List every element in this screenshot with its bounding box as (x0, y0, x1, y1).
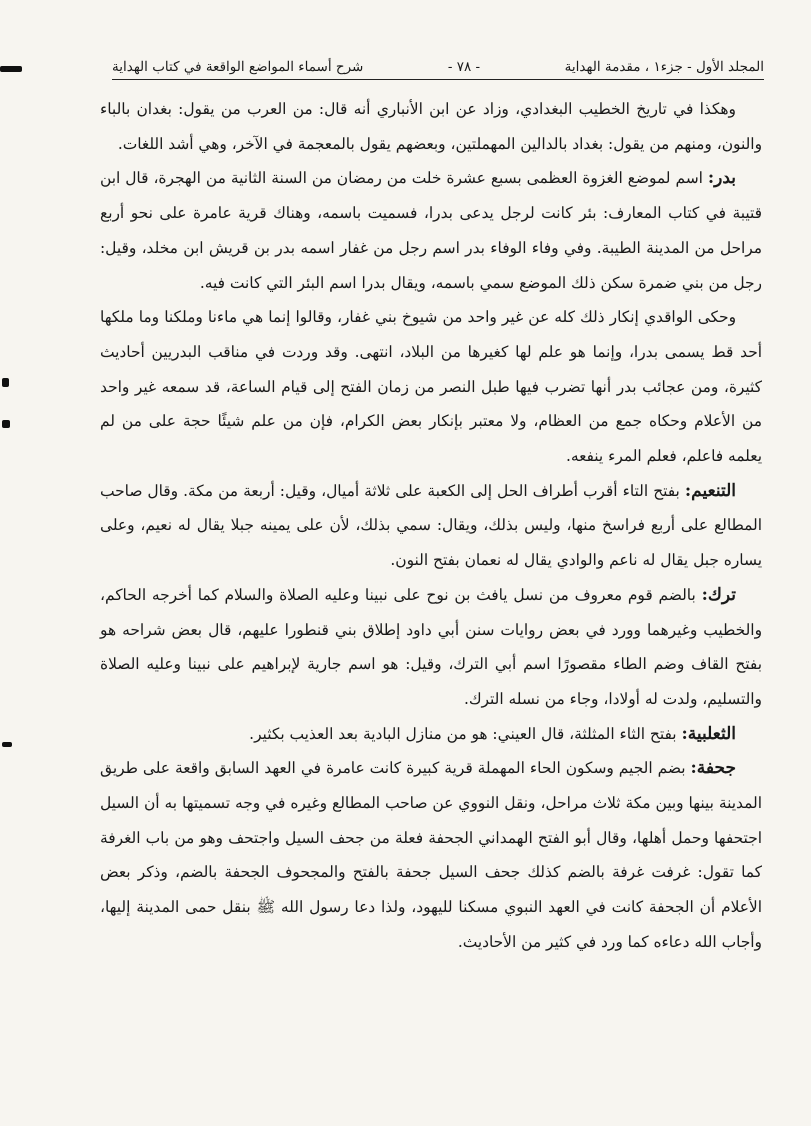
entry-turk (100, 578, 762, 717)
header-book-title: شرح أسماء المواضع الواقعة في كتاب الهداية (112, 58, 364, 75)
page-body (100, 92, 762, 960)
entry-keyword: ترك: (701, 584, 736, 605)
entry-text: بضم الجيم وسكون الحاء المهملة قرية كبيرة كانت عامرة في العهد السابق واقعة على طريق المدينة بينها وبين مكة ثلاث مراحل، ونقل النووي عن صاحب المطالع وغيره في وجه تسميتها به أن السيل اجتحفها وحمل أهلها، وقال أبو الفتح الهمداني الجحفة فعلة من جحف السيل واجتحف وهو من باب الغرفة كما تقول: غرفت غرفة بالضم كذلك جحف السيل جحفة بالفتح والمجحوف الجحفة بالضم، وذكر بعض الأعلام أن الجحفة كانت في العهد النبوي مسكنا لليهود، ولذا دعا رسول الله ﷺ بنقل حمى المدينة إليها، وأجاب الله دعاءه كما ورد في كثير من الأحاديث. (100, 759, 762, 951)
paragraph (100, 300, 762, 474)
entry-text: بالضم قوم معروف من نسل يافث بن نوح على نبينا وعليه الصلاة والسلام كما أخرجه الحاكم، والخطيب وغيرهما وورد في بعض روايات سنن أبي داود إطلاق بني قنطورا عليهم، قال بعض شراحه هو بفتح القاف وضم الطاء مقصورًا اسم أبي الترك، وقيل: هو اسم جارية لإبراهيم على نبينا وعليه الصلاة والتسليم، ولدت له أولادا، وجاء من نسله الترك. (100, 585, 762, 708)
scan-mark (2, 420, 10, 428)
entry-juhfa (100, 751, 762, 959)
page-number: - ٧٨ - (447, 58, 481, 75)
scan-mark (0, 66, 22, 72)
entry-text: اسم لموضع الغزوة العظمى بسبع عشرة خلت من رمضان من السنة الثانية من الهجرة، قال ابن قتيبة في كتاب المعارف: بئر كانت لرجل يدعى بدرا، فسميت باسمه، وهناك قرية عامرة على نحو أربع مراحل من المدينة الطيبة. وفي وفاء الوفاء بدر اسم رجل من غفار اسمه بدر بن قريش ابن مخلد، وقيل: رجل من بني ضمرة سكن ذلك الموضع سمي باسمه، ويقال بدرا اسم البئر التي كانت فيه. (100, 169, 762, 292)
scan-mark (2, 378, 9, 387)
entry-tanim (100, 474, 762, 578)
entry-keyword: بدر: (707, 168, 736, 189)
entry-thalabiya (100, 717, 762, 752)
entry-badr (100, 161, 762, 300)
entry-keyword: التنعيم: (684, 480, 736, 501)
entry-text: بفتح التاء أقرب أطراف الحل إلى الكعبة على ثلاثة أميال، وقيل: أربعة من مكة. وقال صاحب المطالع على أربع فراسخ منها، وليس بذلك، ويقال: سمي بذلك، لأن على يمينه جبلا يقال له نعيم، وعلى يساره جبل يقال له ناعم والوادي يقال له نعمان بفتح النون. (100, 481, 762, 570)
header-volume: المجلد الأول - جزء١ ، مقدمة الهداية (564, 58, 764, 75)
entry-text: بفتح الثاء المثلثة، قال العيني: هو من منازل البادية بعد العذيب بكثير. (249, 724, 677, 743)
running-header (112, 46, 764, 74)
entry-keyword: الثعلبية: (681, 723, 736, 744)
entry-keyword: جحفة: (690, 758, 736, 779)
paragraph-text: وحكى الواقدي إنكار ذلك كله عن غير واحد من شيوخ بني غفار، وقالوا إنما هي ماءنا وملكنا وما ملكها أحد قط يسمى بدرا، وإنما هو علم لها كغيرها من البلاد، انتهى. وقد وردت في مناقب البدريين أحاديث كثيرة، ومن عجائب بدر أنها تضرب فيها طبل النصر من زمان الفتح إلى قيام الساعة، قد سمعه غير واحد من الأعلام وحكاه جمع من العظام، ولا معتبر بإنكار بعض الكرام، فإن من علم شيئًا حجة على من لم يعلمه فاعلم، فعلم المرء ينفعه. (100, 308, 762, 466)
header-rule (112, 79, 764, 80)
paragraph (100, 92, 762, 161)
paragraph-text: وهكذا في تاريخ الخطيب البغدادي، وزاد عن ابن الأنباري أنه قال: من العرب من يقول: بغدان بالباء والنون، ومنهم من يقول: بغداد بالدالين المهملتين، وبعضهم يقول بالمعجمة في الآخر، وهي أشد اللغات. (100, 100, 762, 153)
scan-mark (2, 742, 12, 747)
